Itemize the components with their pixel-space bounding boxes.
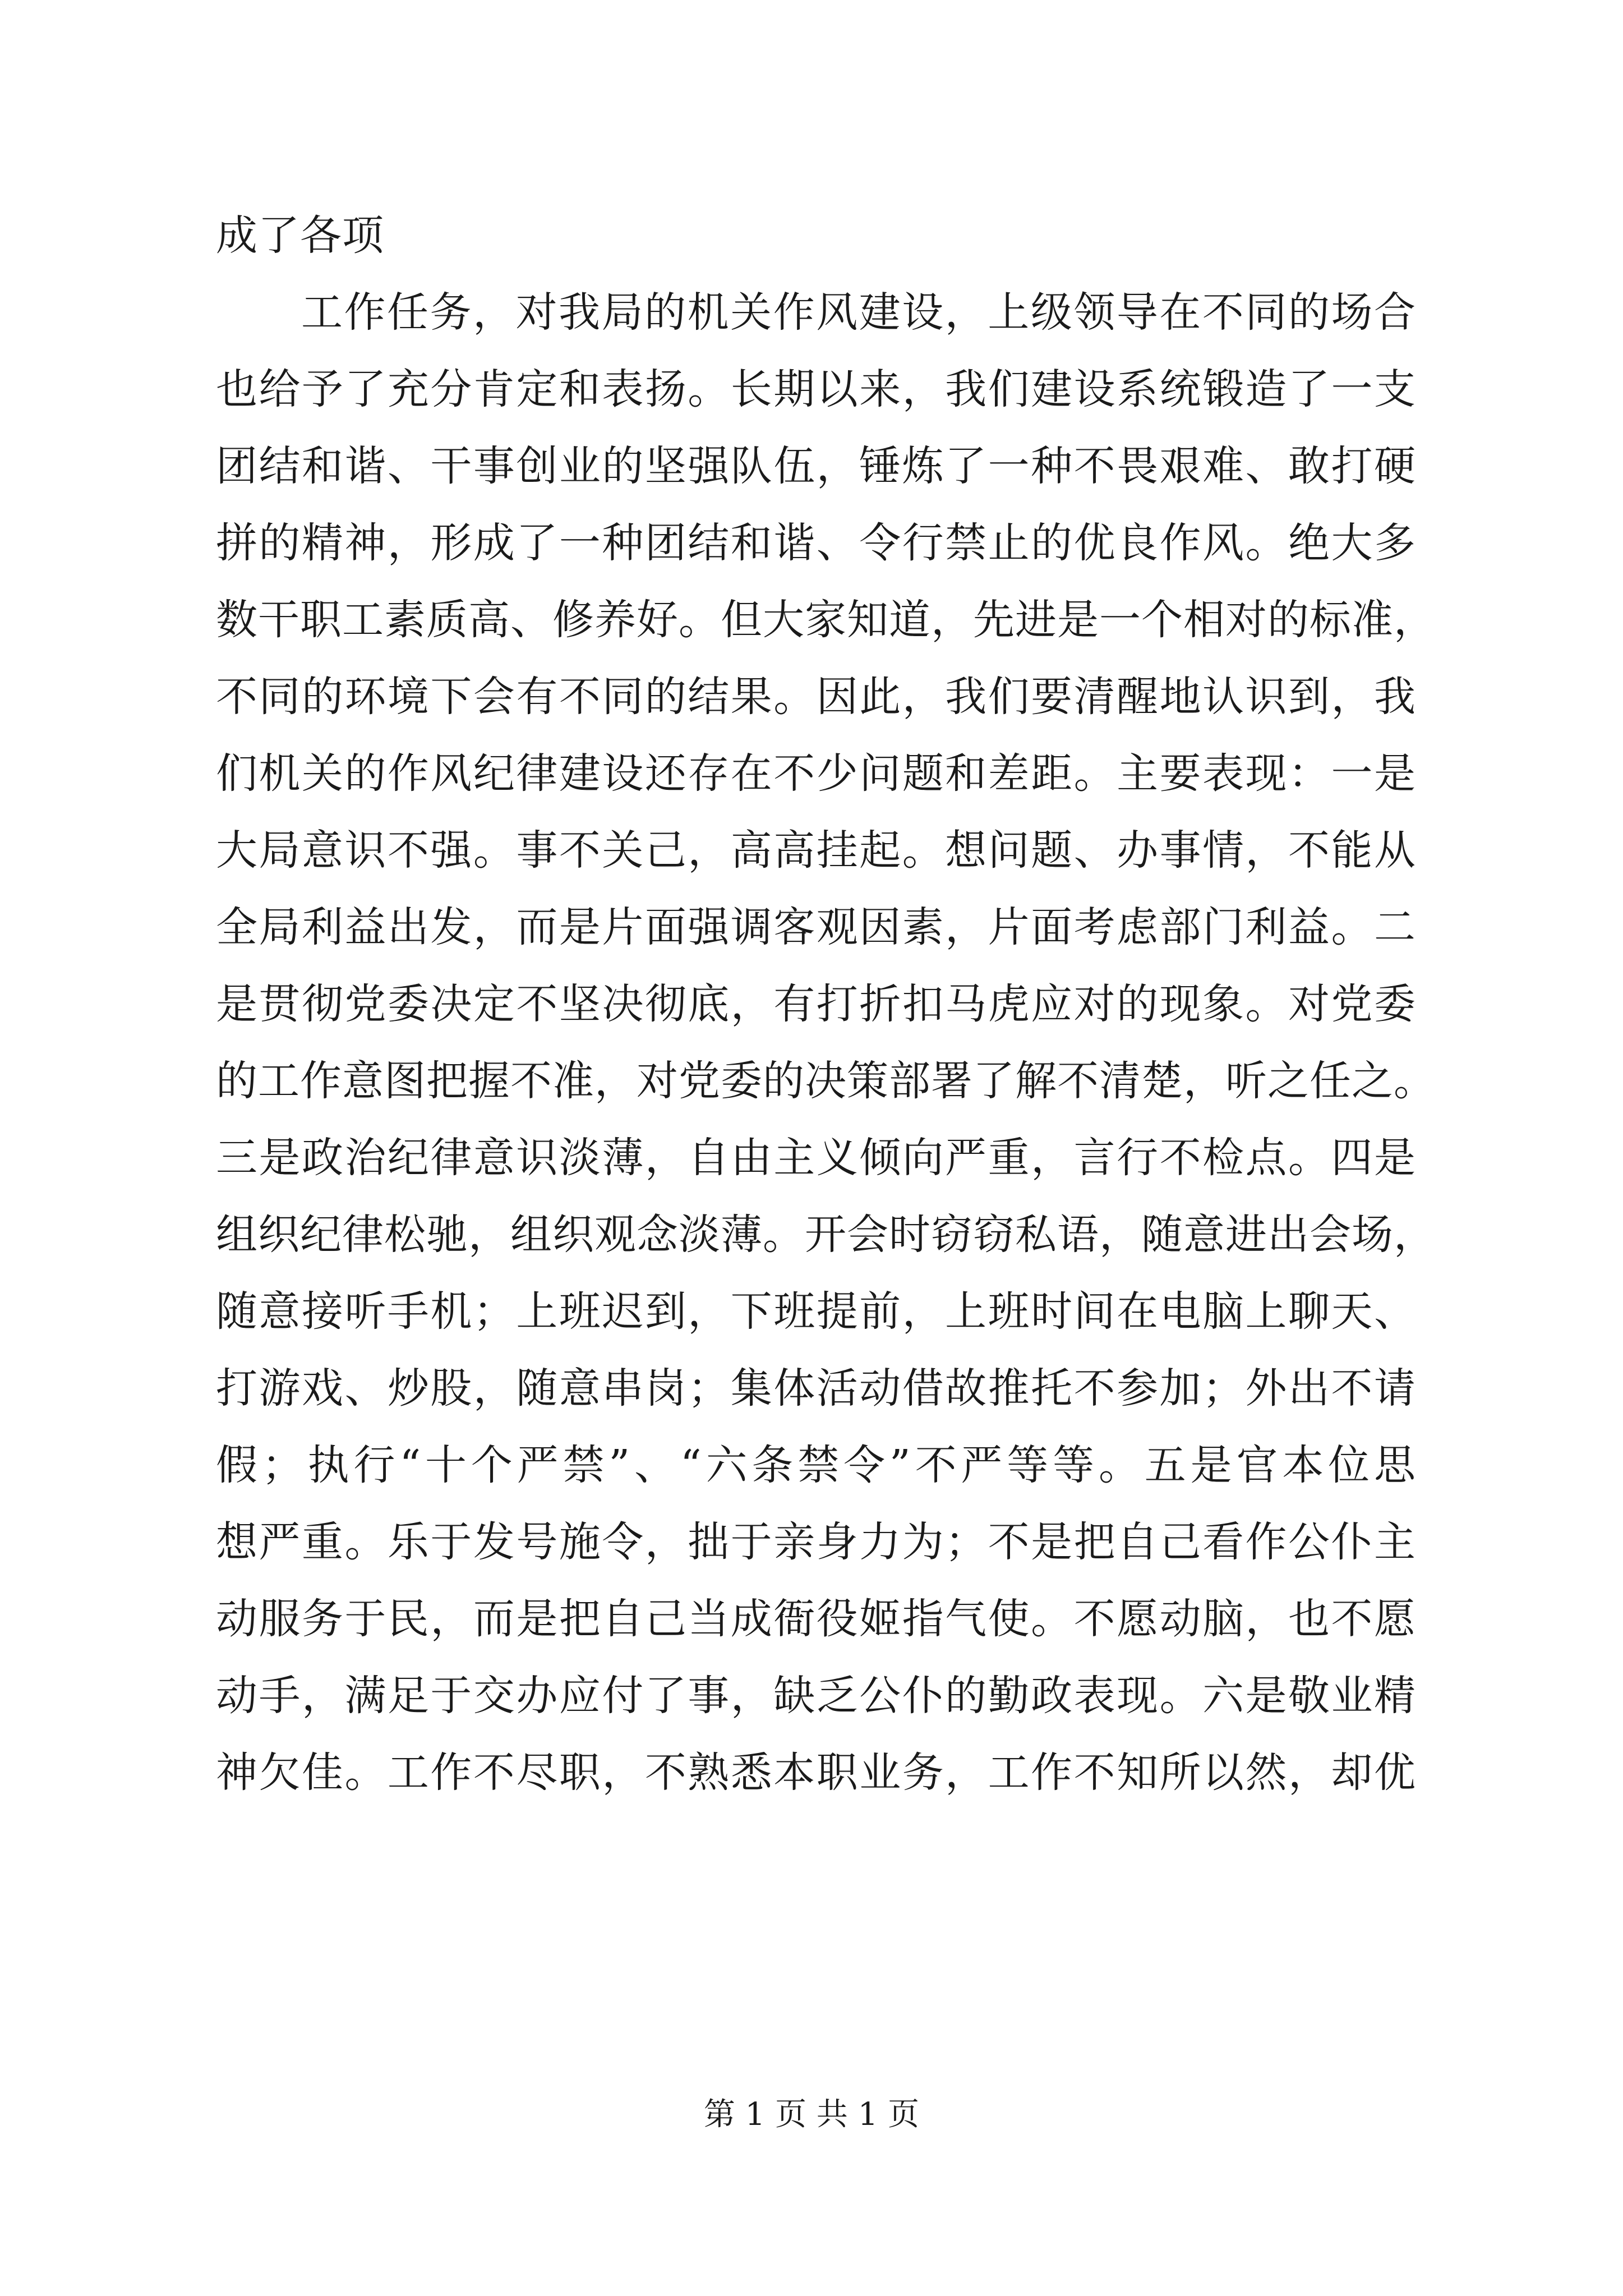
text-line: 数干职工素质高、修养好。但大家知道，先进是一个相对的标准， — [216, 596, 1436, 644]
document-body — [216, 197, 1436, 1811]
text-line: 神欠佳。工作不尽职，不熟悉本职业务，工作不知所以然，却优 — [216, 1749, 1416, 1797]
text-line: 拼的精神，形成了一种团结和谐、令行禁止的优良作风。绝大多 — [216, 519, 1416, 567]
text-line: 想严重。乐于发号施令，拙于亲身力为；不是把自己看作公仆主 — [216, 1518, 1416, 1566]
text-line: 工作任务，对我局的机关作风建设，上级领导在不同的场合 — [301, 288, 1416, 337]
text-line: 动服务于民，而是把自己当成衙役姬指气使。不愿动脑，也不愿 — [216, 1595, 1416, 1643]
text-line: 成了各项 — [216, 211, 384, 260]
text-line: 动手，满足于交办应付了事，缺乏公仆的勤政表现。六是敬业精 — [216, 1672, 1416, 1720]
text-line: 打游戏、炒股，随意串岗；集体活动借故推托不参加；外出不请 — [216, 1364, 1416, 1412]
text-line: 团结和谐、干事创业的坚强队伍，锤炼了一种不畏艰难、敢打硬 — [216, 442, 1416, 490]
text-line: 三是政治纪律意识淡薄，自由主义倾向严重，言行不检点。四是 — [216, 1134, 1416, 1182]
text-line: 随意接听手机；上班迟到，下班提前，上班时间在电脑上聊天、 — [216, 1287, 1416, 1336]
text-line: 的工作意图把握不准，对党委的决策部署了解不清楚，听之任之。 — [216, 1057, 1436, 1105]
text-line: 全局利益出发，而是片面强调客观因素，片面考虑部门利益。二 — [216, 903, 1416, 951]
text-line: 组织纪律松驰，组织观念淡薄。开会时窃窃私语，随意进出会场， — [216, 1211, 1436, 1259]
text-line: 们机关的作风纪律建设还存在不少问题和差距。主要表现：一是 — [216, 749, 1416, 798]
text-line: 假；执行“十个严禁”、“六条禁令”不严等等。五是官本位思 — [216, 1441, 1416, 1489]
page-number-label: 第 1 页 共 1 页 — [703, 2096, 920, 2133]
text-line: 大局意识不强。事不关己，高高挂起。想问题、办事情，不能从 — [216, 826, 1416, 875]
page-footer — [0, 2095, 1623, 2134]
text-line: 也给予了充分肯定和表扬。长期以来，我们建设系统锻造了一支 — [216, 365, 1416, 413]
text-line: 是贯彻党委决定不坚决彻底，有打折扣马虎应对的现象。对党委 — [216, 980, 1416, 1028]
text-line: 不同的环境下会有不同的结果。因此，我们要清醒地认识到，我 — [216, 673, 1416, 721]
